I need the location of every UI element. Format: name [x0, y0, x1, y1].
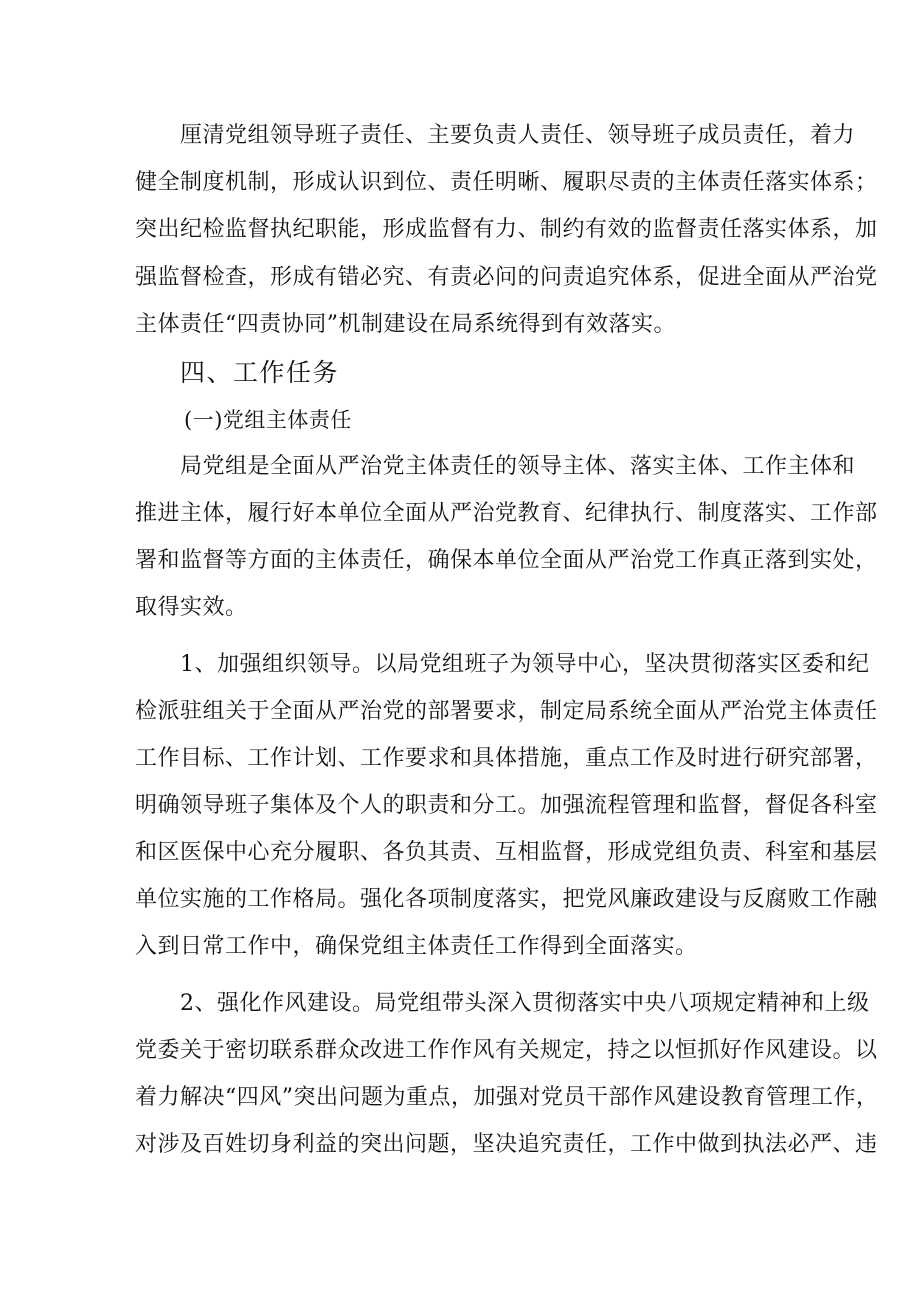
paragraph-line: 党委关于密切联系群众改进工作作风有关规定，持之以恒抓好作风建设。以: [135, 1038, 878, 1063]
section-heading: 四、工作任务: [180, 358, 340, 387]
paragraph-line: 署和监督等方面的主体责任，确保本单位全面从严治党工作真正落到实处，: [135, 548, 878, 573]
subsection-heading: (一)党组主体责任: [184, 408, 352, 432]
paragraph-line: 厘清党组领导班子责任、主要负责人责任、领导班子成员责任，着力: [180, 123, 856, 148]
paragraph-line: 和区医保中心充分履职、各负其责、互相监督，形成党组负责、科室和基层: [135, 840, 878, 865]
paragraph-line: 突出纪检监督执纪职能，形成监督有力、制约有效的监督责任落实体系，加: [135, 217, 878, 242]
paragraph-line: 2、强化作风建设。局党组带头深入贯彻落实中央八项规定精神和上级: [180, 991, 870, 1016]
paragraph-line: 入到日常工作中，确保党组主体责任工作得到全面落实。: [135, 934, 698, 959]
paragraph-line: 健全制度机制，形成认识到位、责任明晰、履职尽责的主体责任落实体系；: [135, 170, 878, 195]
paragraph-line: 对涉及百姓切身利益的突出问题，坚决追究责任，工作中做到执法必严、违: [135, 1132, 878, 1157]
paragraph-line: 1、加强组织领导。以局党组班子为领导中心，坚决贯彻落实区委和纪: [180, 652, 870, 677]
paragraph-line: 取得实效。: [135, 595, 248, 620]
paragraph-line: 检派驻组关于全面从严治党的部署要求，制定局系统全面从严治党主体责任: [135, 699, 878, 724]
paragraph-line: 着力解决“四风”突出问题为重点，加强对党员干部作风建设教育管理工作，: [135, 1085, 879, 1110]
paragraph-line: 工作目标、工作计划、工作要求和具体措施，重点工作及时进行研究部署，: [135, 746, 878, 771]
paragraph-line: 强监督检查，形成有错必究、有责必问的问责追究体系，促进全面从严治党: [135, 265, 878, 290]
paragraph-line: 明确领导班子集体及个人的职责和分工。加强流程管理和监督，督促各科室: [135, 793, 878, 818]
paragraph-line: 主体责任“四责协同”机制建设在局系统得到有效落实。: [135, 312, 676, 337]
paragraph-line: 局党组是全面从严治党主体责任的领导主体、落实主体、工作主体和: [180, 454, 856, 479]
paragraph-line: 推进主体，履行好本单位全面从严治党教育、纪律执行、制度落实、工作部: [135, 501, 878, 526]
paragraph-line: 单位实施的工作格局。强化各项制度落实，把党风廉政建设与反腐败工作融: [135, 887, 878, 912]
